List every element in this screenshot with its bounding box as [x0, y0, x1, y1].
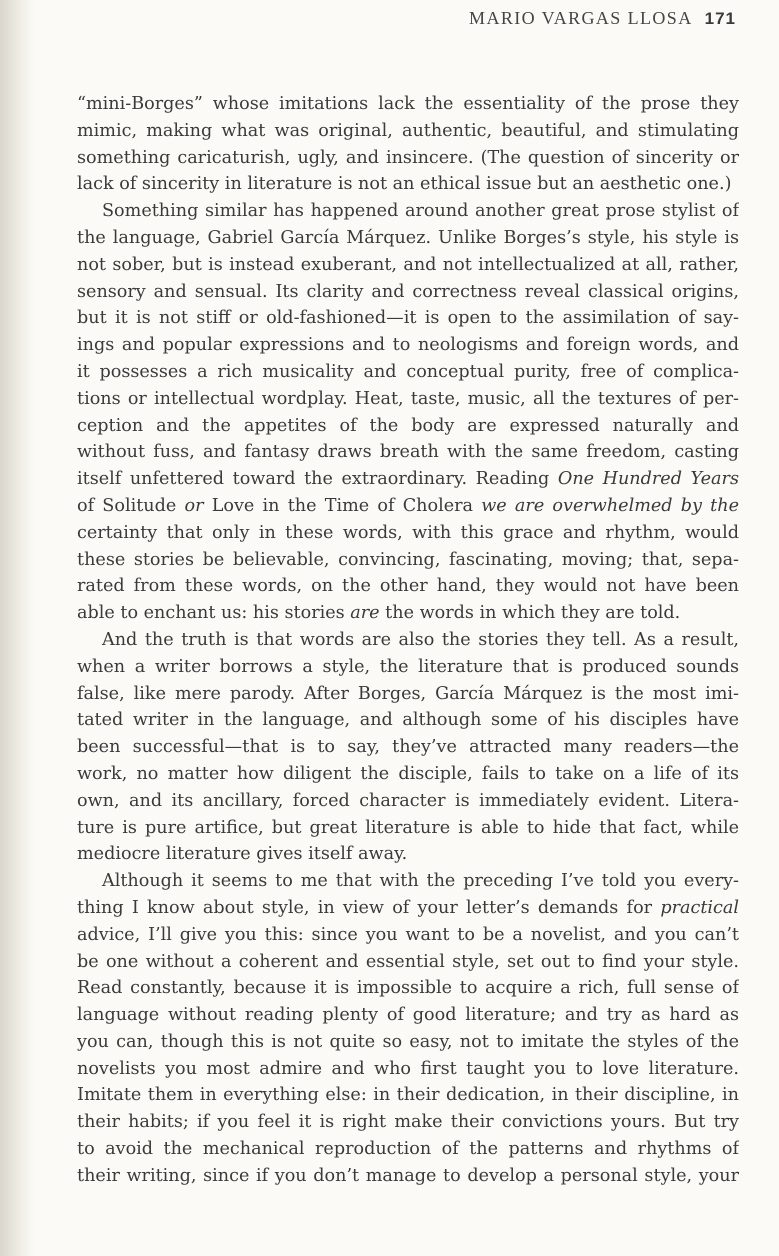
- text-line: [77, 761, 739, 788]
- italic-title: we are overwhelmed by the: [473, 495, 739, 516]
- text-line: [77, 734, 739, 761]
- text-run: novelists you most admire and who first taught you to love literature.: [77, 1058, 739, 1079]
- text-run: their habits; if you feel it is right make their convictions yours. But try: [77, 1112, 739, 1133]
- text-run: but it is not stiff or old-fashioned—it is open to the assimilation of say-: [77, 308, 739, 329]
- book-gutter-shadow: [0, 0, 34, 1256]
- text-line: [77, 1002, 739, 1029]
- paragraph: [77, 198, 739, 627]
- text-line: [77, 386, 739, 413]
- text-run: their writing, since if you don’t manage to develop a personal style, your: [77, 1165, 739, 1186]
- text-run: rated from these words, on the other hand, they would not have been: [77, 576, 739, 597]
- text-line: [77, 841, 739, 868]
- italic-title: are: [350, 603, 380, 624]
- text-run: these stories be believable, convincing, fascinating, moving; that, sepa-: [77, 549, 739, 570]
- text-run: false, like mere parody. After Borges, García Márquez is the most imi-: [77, 683, 739, 704]
- italic-title: practical: [660, 897, 739, 918]
- italic-title: or: [176, 495, 212, 516]
- text-run: sensory and sensual. Its clarity and correctness reveal classical origins,: [77, 281, 739, 302]
- text-line: [77, 949, 739, 976]
- text-line: [77, 118, 739, 145]
- text-run: not sober, but is instead exuberant, and not intellectualized at all, rather,: [77, 254, 739, 275]
- text-line: [77, 573, 739, 600]
- text-run: advice, I’ll give you this: since you want to be a novelist, and you can’t: [77, 924, 739, 945]
- text-line: [77, 305, 739, 332]
- running-head: [370, 8, 736, 38]
- running-head-author: MARIO VARGAS LLOSA: [469, 8, 693, 28]
- text-line: [77, 788, 739, 815]
- text-run: ception and the appetites of the body are expressed naturally and: [77, 415, 739, 436]
- text-run: own, and its ancillary, forced character is immediately evident. Litera-: [77, 790, 739, 811]
- paragraph: [77, 868, 739, 1190]
- text-line: [77, 547, 739, 574]
- text-run: the language, Gabriel García Márquez. Unlike Borges’s style, his style is: [77, 227, 739, 248]
- text-line: [77, 975, 739, 1002]
- text-run: it possesses a rich musicality and conceptual purity, free of complica-: [77, 361, 739, 382]
- text-run: been successful—that is to say, they’ve attracted many readers—the: [77, 737, 739, 758]
- italic-title: One Hundred Years: [557, 469, 739, 490]
- text-run: Imitate them in everything else: in their dedication, in their discipline, in: [77, 1085, 739, 1106]
- text-run: to avoid the mechanical reproduction of the patterns and rhythms of: [77, 1139, 739, 1160]
- text-line: [77, 654, 739, 681]
- text-run: And the truth is that words are also the stories they tell. As a result,: [102, 629, 739, 650]
- text-run: without fuss, and fantasy draws breath with the same freedom, casting: [77, 442, 739, 463]
- text-line: [77, 171, 739, 198]
- text-line: [77, 1029, 739, 1056]
- text-line: [77, 252, 739, 279]
- text-run: lack of sincerity in literature is not an ethical issue but an aesthetic one.): [77, 174, 732, 195]
- text-line: [77, 681, 739, 708]
- paragraph: [77, 627, 739, 868]
- text-run: something caricaturish, ugly, and insincere. (The question of sincerity or: [77, 147, 739, 168]
- text-line: [77, 466, 739, 493]
- text-line: [77, 815, 739, 842]
- text-run: Although it seems to me that with the preceding I’ve told you every-: [102, 871, 739, 892]
- text-line: [77, 707, 739, 734]
- text-run: “mini-Borges” whose imitations lack the essentiality of the prose they: [77, 94, 739, 114]
- text-run: Read constantly, because it is impossible to acquire a rich, full sense of: [77, 978, 739, 999]
- text-line: [77, 868, 739, 895]
- text-line: [77, 198, 739, 225]
- text-run: when a writer borrows a style, the literature that is produced sounds: [77, 656, 739, 677]
- paragraph: [77, 91, 739, 198]
- text-line: [77, 895, 739, 922]
- text-line: [77, 493, 739, 520]
- text-run: Love in the Time of Cholera: [211, 495, 474, 516]
- text-line: [77, 279, 739, 306]
- text-line: [77, 922, 739, 949]
- text-run: ture is pure artifice, but great literature is able to hide that fact, while: [77, 817, 739, 838]
- text-run: the words in which they are told.: [379, 603, 681, 624]
- text-run: language without reading plenty of good literature; and try as hard as: [77, 1005, 739, 1026]
- text-line: [77, 1109, 739, 1136]
- body-text: [77, 91, 739, 1190]
- text-run: itself unfettered toward the extraordinary. Reading: [77, 469, 558, 490]
- text-line: [77, 1136, 739, 1163]
- text-run: you can, though this is not quite so easy, not to imitate the styles of the: [77, 1031, 739, 1052]
- text-line: [77, 520, 739, 547]
- text-line: [77, 359, 739, 386]
- text-line: [77, 1056, 739, 1083]
- text-line: [77, 225, 739, 252]
- text-line: [77, 91, 739, 118]
- text-run: of Solitude: [77, 495, 177, 516]
- text-run: certainty that only in these words, with this grace and rhythm, would: [77, 522, 739, 543]
- text-line: [77, 439, 739, 466]
- text-run: tions or intellectual wordplay. Heat, taste, music, all the textures of per-: [77, 388, 739, 409]
- text-run: ings and popular expressions and to neologisms and foreign words, and: [77, 335, 739, 356]
- text-line: [77, 413, 739, 440]
- text-line: [77, 145, 739, 172]
- text-run: work, no matter how diligent the disciple, fails to take on a life of its: [77, 763, 739, 784]
- text-line: [77, 600, 739, 627]
- text-run: thing I know about style, in view of your letter’s demands for: [77, 897, 661, 918]
- text-run: be one without a coherent and essential style, set out to find your style.: [77, 951, 739, 972]
- text-line: [77, 1082, 739, 1109]
- text-run: mediocre literature gives itself away.: [77, 844, 408, 865]
- text-run: Something similar has happened around another great prose stylist of: [102, 201, 739, 222]
- text-run: tated writer in the language, and although some of his disciples have: [77, 710, 739, 731]
- text-line: [77, 332, 739, 359]
- text-line: [77, 1163, 739, 1190]
- page-number: 171: [704, 9, 736, 28]
- text-run: mimic, making what was original, authentic, beautiful, and stimulating: [77, 120, 739, 141]
- text-line: [77, 627, 739, 654]
- text-run: able to enchant us: his stories: [77, 603, 351, 624]
